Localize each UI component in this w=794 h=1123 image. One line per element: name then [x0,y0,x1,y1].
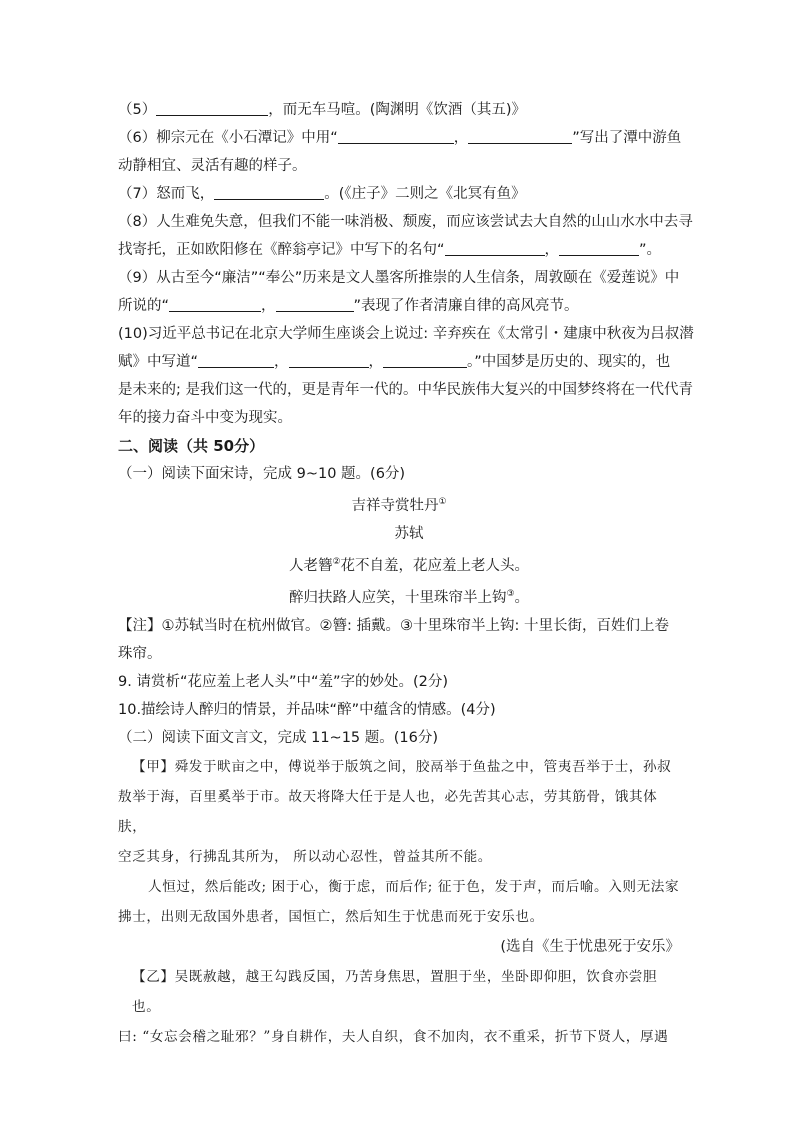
section-heading: 二、阅读（共 50分） [118,437,265,455]
answer-blank[interactable] [338,129,454,144]
question-10-line2: 赋》中写道“ ， ， 。”中国梦是历史的、现实的，也 [118,354,671,370]
poem-line-1: 人老簪②花不自羞，花应羞上老人头。 [288,557,530,574]
jia-passage-line2: 敖举于海，百里奚举于市。故天将降大任于是人也，必先苦其心志，劳其筋骨，饿其体肤， [118,789,658,835]
answer-blank[interactable] [169,297,261,312]
jia-source: (选自《生于忧患死于安乐》 [500,939,680,955]
question-6-line1: （6）柳宗元在《小石潭记》中用“ ， ”写出了潭中游鱼 [118,130,682,146]
poem-author: 苏轼 [394,526,424,542]
part-1-intro: （一）阅读下面宋诗，完成 9~10 题。(6分) [118,466,406,482]
yi-passage-line2: 曰: “女忘会稽之耻邪？”身自耕作，夫人自织，食不加肉，衣不重采，折节下贤人，厚遇 [118,1029,669,1045]
answer-blank[interactable] [214,185,324,200]
reading-question-9: 9. 请赏析“花应羞上老人头”中“羞”字的妙处。(2分) [118,674,449,690]
part-2-intro: （二）阅读下面文言文，完成 11~15 题。(16分) [118,730,439,746]
jia-passage-line4: 人恒过，然后能改; 困于心，衡于虑，而后作; 征于色，发于声，而后喻。入则无法家 [148,879,680,895]
question-10-line3: 是未来的; 是我们这一代的，更是青年一代的。中华民族伟大复兴的中国梦终将在一代代青 [118,382,693,398]
answer-blank[interactable] [156,101,268,116]
reading-question-10: 10.描绘诗人醉归的情景，并品味“醉”中蕴含的情感。(4分) [118,702,496,718]
answer-blank[interactable] [445,241,545,256]
answer-blank[interactable] [383,353,467,368]
jia-passage-line3: 空乏其身，行拂乱其所为， 所以动心忍性，曾益其所不能。 [118,849,492,865]
footnote-mark: ③ [506,589,515,599]
footnote-mark: ① [438,497,447,507]
answer-blank[interactable] [559,241,639,256]
jia-passage-line1: 【甲】舜发于畎亩之中，傅说举于版筑之间，胶鬲举于鱼盐之中，管夷吾举于士，孙叔 [132,759,672,775]
question-5: （5） ，而无车马喧。(陶渊明《饮酒（其五)》 [118,102,527,118]
poem-title: 吉祥寺赏牡丹① [351,497,447,514]
yi-passage-line1: 【乙】吴既赦越，越王勾践反国，乃苦身焦思，置胆于坐，坐卧即仰胆，饮食亦尝胆也。 [132,969,658,1015]
question-10-line4: 年的接力奋斗中变为现实。 [118,410,292,426]
question-10-line1: (10)习近平总书记在北京大学师生座谈会上说过: 辛弃疾在《太常引・建康中秋夜为吕叔潜 [118,326,694,342]
footnote-mark: ② [332,557,341,567]
question-6-line2: 动静相宜、灵活有趣的样子。 [118,158,307,174]
question-7: （7）怒而飞， 。(《庄子》二则之《北冥有鱼》 [118,186,526,202]
question-8-line2: 找寄托，正如欧阳修在《醉翁亭记》中写下的名句“ ， ”。 [118,242,662,258]
poem-line-2: 醉归扶路人应笑，十里珠帘半上钩③。 [288,589,530,606]
poem-note-line2: 珠帘。 [118,646,162,662]
answer-blank[interactable] [468,129,572,144]
document-page [118,96,694,1052]
question-number: （5） [118,102,157,118]
answer-blank[interactable] [289,353,369,368]
question-8-line1: （8）人生难免失意，但我们不能一味消极、颓废，而应该尝试去大自然的山山水水中去寻 [118,214,693,230]
jia-passage-line5: 拂士，出则无敌国外患者，国恒亡，然后知生于忧患而死于安乐也。 [118,909,544,925]
question-9-line2: 所说的“ ， ”表现了作者清廉自律的高风亮节。 [118,298,579,314]
poem-note-line1: 【注】①苏轼当时在杭州做官。②簪: 插戴。③十里珠帘半上钩: 十里长街，百姓们上卷 [118,618,669,634]
answer-blank[interactable] [198,353,274,368]
answer-blank[interactable] [276,297,354,312]
question-9-line1: （9）从古至今“廉洁”“奉公”历来是文人墨客所推崇的人生信条，周敦颐在《爱莲说》中 [118,270,680,286]
